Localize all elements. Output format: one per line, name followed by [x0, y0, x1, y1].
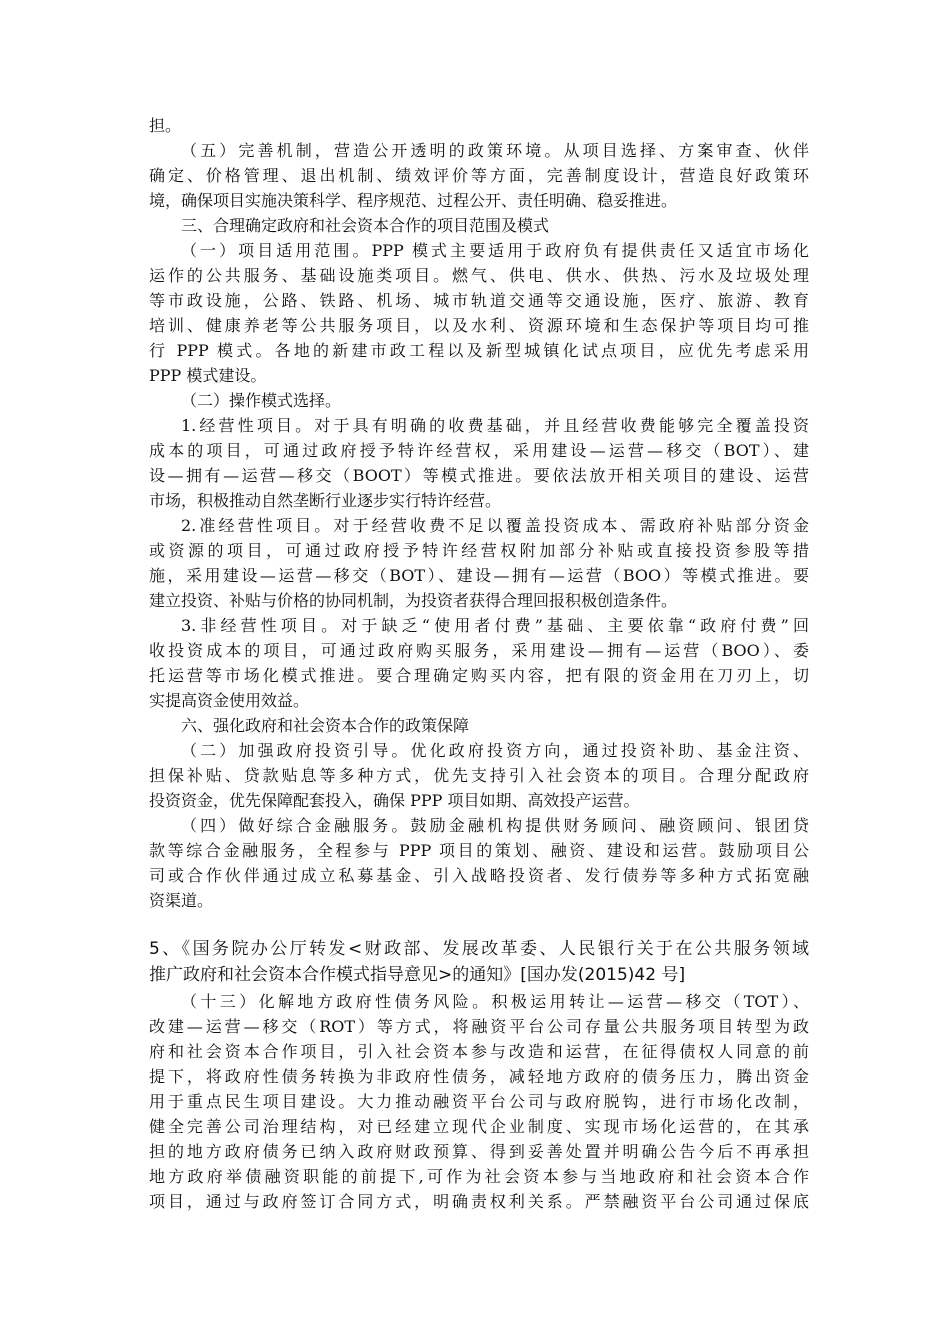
text-line: 运作的公共服务、基础设施类项目。燃气、供电、供水、供热、污水及垃圾处理: [149, 266, 809, 285]
section-heading: 六、强化政府和社会资本合作的政策保障: [181, 716, 470, 735]
text-line: 担的地方政府债务已纳入政府财政预算、得到妥善处置并明确公告今后不再承担: [149, 1142, 809, 1161]
text-line: 项目，通过与政府签订合同方式，明确责权利关系。严禁融资平台公司通过保底: [149, 1192, 809, 1211]
text-line: 境，确保项目实施决策科学、程序规范、过程公开、责任明确、稳妥推进。: [149, 191, 678, 210]
document-heading: 推广政府和社会资本合作模式指导意见>的通知》[国办发(2015)42 号]: [149, 965, 686, 985]
text-line: （二）操作模式选择。: [181, 391, 342, 410]
text-line: 改建—运营—移交（ROT）等方式，将融资平台公司存量公共服务项目转型为政: [149, 1017, 809, 1036]
text-line: 等市政设施，公路、铁路、机场、城市轨道交通等交通设施，医疗、旅游、教育: [149, 291, 809, 310]
text-line: 成本的项目，可通过政府授予特许经营权，采用建设—运营—移交（BOT）、建: [149, 441, 809, 460]
text-line: （一）项目适用范围。PPP 模式主要适用于政府负有提供责任又适宜市场化: [181, 241, 809, 260]
text-line: （二）加强政府投资引导。优化政府投资方向，通过投资补助、基金注资、: [181, 741, 809, 760]
text-line: 设—拥有—运营—移交（BOOT）等模式推进。要依法放开相关项目的建设、运营: [149, 466, 809, 485]
text-line: 资渠道。: [149, 891, 214, 910]
text-line: 担。: [149, 116, 182, 135]
text-line: 施，采用建设—运营—移交（BOT）、建设—拥有—运营（BOO）等模式推进。要: [149, 566, 809, 585]
section-heading: 三、合理确定政府和社会资本合作的项目范围及模式: [181, 216, 550, 235]
text-line: 确定、价格管理、退出机制、绩效评价等方面，完善制度设计，营造良好政策环: [149, 166, 809, 185]
text-line: 府和社会资本合作项目，引入社会资本参与改造和运营，在征得债权人同意的前: [149, 1042, 809, 1061]
text-line: 健全完善公司治理结构，对已经建立现代企业制度、实现市场化运营的，在其承: [149, 1117, 809, 1136]
text-line: 用于重点民生项目建设。大力推动融资平台公司与政府脱钩，进行市场化改制，: [149, 1092, 809, 1111]
text-line: 行 PPP 模式。各地的新建市政工程以及新型城镇化试点项目，应优先考虑采用: [149, 341, 809, 360]
text-line: 托运营等市场化模式推进。要合理确定购买内容，把有限的资金用在刀刃上，切: [149, 666, 809, 685]
document-heading: 5、《国务院办公厅转发<财政部、发展改革委、人民银行关于在公共服务领域: [149, 939, 809, 959]
text-line: PPP 模式建设。: [149, 366, 267, 385]
text-line: 或资源的项目，可通过政府授予特许经营权附加部分补贴或直接投资参股等措: [149, 541, 809, 560]
text-line: 实提高资金使用效益。: [149, 691, 310, 710]
text-line: 司或合作伙伴通过成立私募基金、引入战略投资者、发行债券等多种方式拓宽融: [149, 866, 809, 885]
text-line: 培训、健康养老等公共服务项目，以及水利、资源环境和生态保护等项目均可推: [149, 316, 809, 335]
text-line: 款等综合金融服务，全程参与 PPP 项目的策划、融资、建设和运营。鼓励项目公: [149, 841, 809, 860]
text-line: 3.非经营性项目。对于缺乏“使用者付费”基础、主要依靠“政府付费”回: [181, 616, 809, 635]
text-line: 提下，将政府性债务转换为非政府性债务，减轻地方政府的债务压力，腾出资金: [149, 1067, 809, 1086]
text-line: 地方政府举债融资职能的前提下,可作为社会资本参与当地政府和社会资本合作: [149, 1167, 809, 1186]
text-line: 收投资成本的项目，可通过政府购买服务，采用建设—拥有—运营（BOO）、委: [149, 641, 809, 660]
text-line: 1.经营性项目。对于具有明确的收费基础，并且经营收费能够完全覆盖投资: [181, 416, 809, 435]
text-line: 市场，积极推动自然垄断行业逐步实行特许经营。: [149, 491, 502, 510]
text-line: 建立投资、补贴与价格的协同机制，为投资者获得合理回报积极创造条件。: [149, 591, 678, 610]
text-line: （十三）化解地方政府性债务风险。积极运用转让—运营—移交（TOT）、: [181, 992, 809, 1011]
text-line: 担保补贴、贷款贴息等多种方式，优先支持引入社会资本的项目。合理分配政府: [149, 766, 809, 785]
text-line: （四）做好综合金融服务。鼓励金融机构提供财务顾问、融资顾问、银团贷: [181, 816, 809, 835]
text-line: 2.准经营性项目。对于经营收费不足以覆盖投资成本、需政府补贴部分资金: [181, 516, 809, 535]
text-line: 投资资金，优先保障配套投入，确保 PPP 项目如期、高效投产运营。: [149, 791, 640, 810]
text-line: （五）完善机制，营造公开透明的政策环境。从项目选择、方案审查、伙伴: [181, 141, 809, 160]
